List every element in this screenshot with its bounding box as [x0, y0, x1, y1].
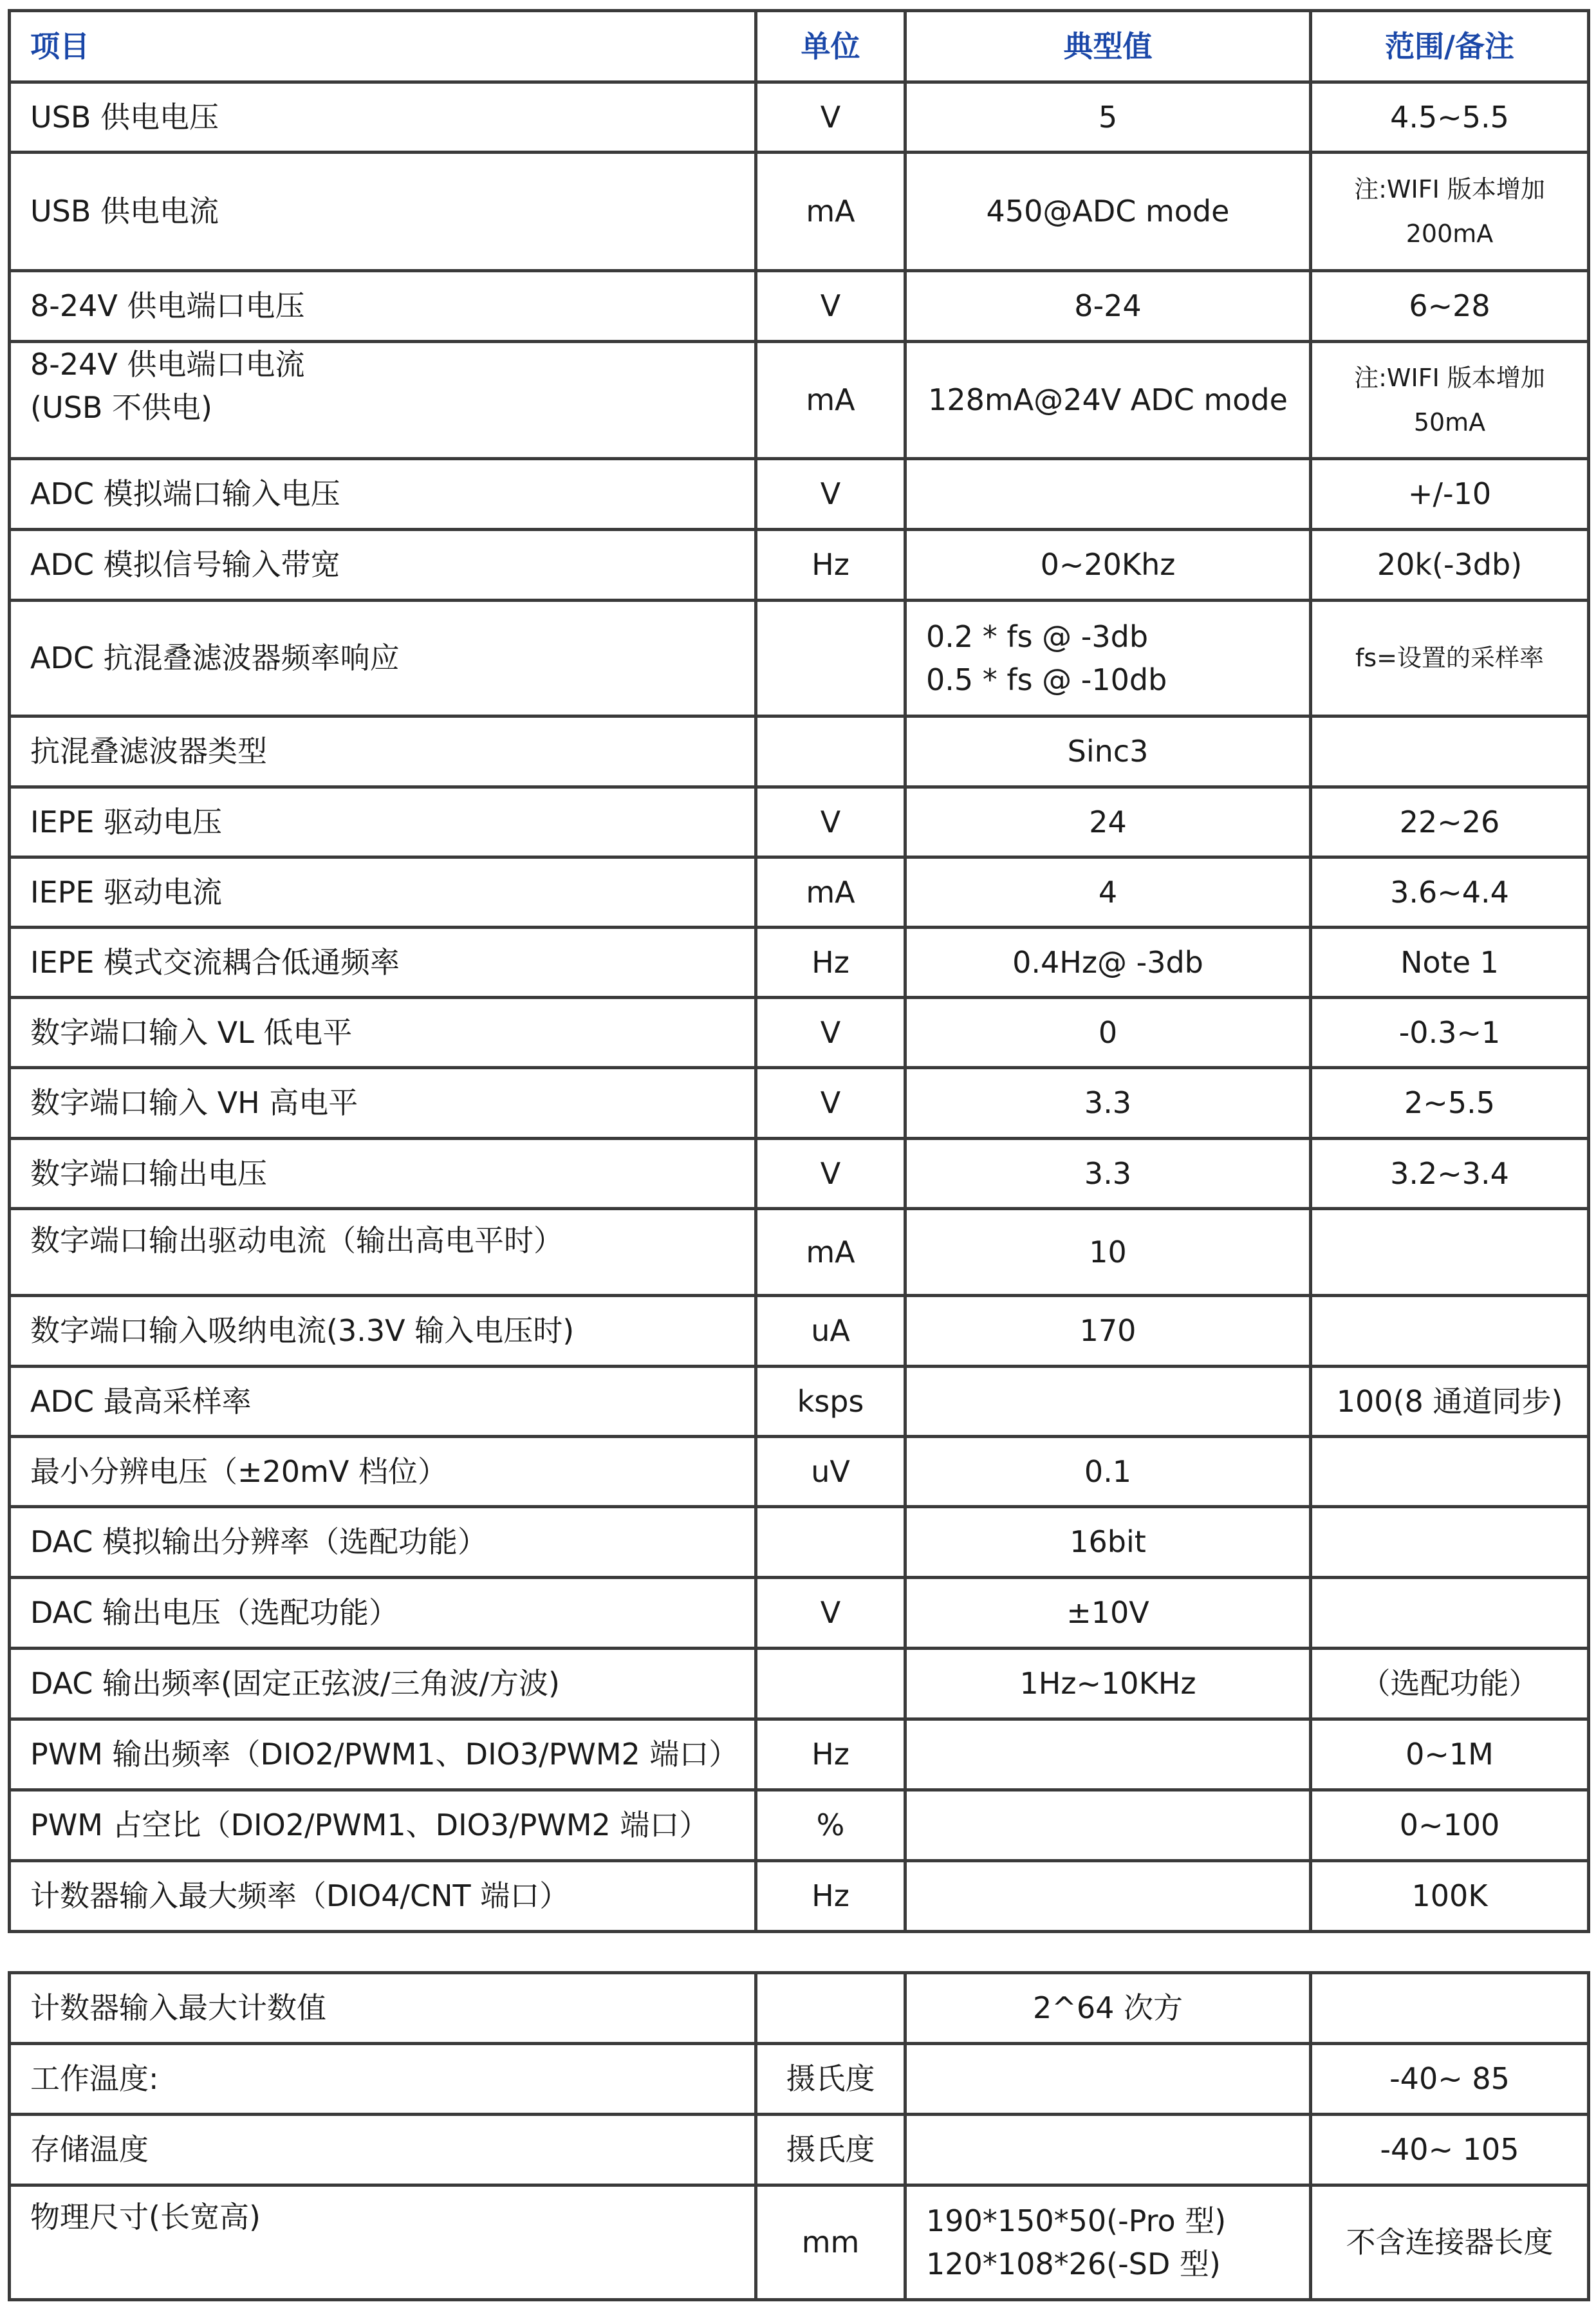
cell-range: 20k(-3db) [1311, 530, 1589, 601]
cell-unit: mA [756, 857, 905, 928]
cell-typical: 16bit [905, 1507, 1311, 1578]
cell-typical: 3.3 [905, 1068, 1311, 1139]
table-row [10, 459, 1589, 530]
table-row [10, 1790, 1589, 1861]
cell-range: 6~28 [1311, 271, 1589, 342]
cell-unit: mA [756, 342, 905, 459]
cell-typical: 3.3 [905, 1139, 1311, 1209]
cell-unit: 摄氏度 [756, 2044, 905, 2115]
cell-unit: uA [756, 1296, 905, 1367]
cell-typical: Sinc3 [905, 716, 1311, 787]
cell-range [1311, 153, 1589, 271]
cell-typical [905, 2044, 1311, 2115]
cell-line: 注:WIFI 版本增加 [1354, 364, 1545, 393]
table-row [10, 342, 1589, 459]
cell-line: 50mA [1413, 407, 1486, 436]
cell-unit: mm [756, 2185, 905, 2300]
cell-unit: V [756, 1068, 905, 1139]
table-row [10, 1973, 1589, 2044]
table-row [10, 857, 1589, 928]
table-header-row [10, 11, 1589, 82]
cell-unit: uV [756, 1437, 905, 1507]
table-row [10, 1719, 1589, 1790]
cell-range: Note 1 [1311, 928, 1589, 998]
cell-item: 计数器输入最大频率（DIO4/CNT 端口） [10, 1861, 756, 1932]
cell-item: ADC 抗混叠滤波器频率响应 [10, 601, 756, 716]
cell-item: DAC 模拟输出分辨率（选配功能） [10, 1507, 756, 1578]
cell-unit [756, 601, 905, 716]
cell-range: 100K [1311, 1861, 1589, 1932]
cell-unit: V [756, 1139, 905, 1209]
cell-item: 数字端口输入吸纳电流(3.3V 输入电压时) [10, 1296, 756, 1367]
cell-range: 不含连接器长度 [1311, 2185, 1589, 2300]
table-row [10, 1068, 1589, 1139]
cell-item: 抗混叠滤波器类型 [10, 716, 756, 787]
cell-typical: 450@ADC mode [905, 153, 1311, 271]
cell-typical [905, 2115, 1311, 2185]
cell-item: USB 供电电流 [10, 153, 756, 271]
cell-unit: Hz [756, 928, 905, 998]
header-range: 范围/备注 [1311, 11, 1589, 82]
header-unit: 单位 [756, 11, 905, 82]
cell-item: DAC 输出频率(固定正弦波/三角波/方波) [10, 1649, 756, 1719]
cell-item: ADC 模拟端口输入电压 [10, 459, 756, 530]
cell-item: 工作温度: [10, 2044, 756, 2115]
cell-unit: mA [756, 153, 905, 271]
table-row [10, 928, 1589, 998]
table-row [10, 601, 1589, 716]
cell-unit: V [756, 1578, 905, 1649]
cell-typical [905, 1790, 1311, 1861]
cell-typical: 5 [905, 82, 1311, 153]
cell-unit: V [756, 787, 905, 857]
cell-line: 0.2 * fs @ -3db [926, 619, 1149, 654]
cell-range [1311, 1973, 1589, 2044]
cell-item: 最小分辨电压（±20mV 档位） [10, 1437, 756, 1507]
cell-item: IEPE 驱动电流 [10, 857, 756, 928]
cell-item: 数字端口输入 VH 高电平 [10, 1068, 756, 1139]
cell-unit [756, 1507, 905, 1578]
cell-item: DAC 输出电压（选配功能） [10, 1578, 756, 1649]
cell-unit: Hz [756, 1861, 905, 1932]
cell-item: 数字端口输出电压 [10, 1139, 756, 1209]
table-row [10, 1139, 1589, 1209]
cell-item: PWM 占空比（DIO2/PWM1、DIO3/PWM2 端口） [10, 1790, 756, 1861]
table-row [10, 271, 1589, 342]
cell-range [1311, 1578, 1589, 1649]
cell-item: 存储温度 [10, 2115, 756, 2185]
table-row [10, 2185, 1589, 2300]
cell-range [1311, 1437, 1589, 1507]
cell-line: 8-24V 供电端口电流 [30, 347, 305, 382]
cell-item: USB 供电电压 [10, 82, 756, 153]
header-typical: 典型值 [905, 11, 1311, 82]
spec-table [8, 9, 1590, 1933]
cell-typical [905, 2185, 1311, 2300]
cell-line: 190*150*50(-Pro 型) [926, 2203, 1227, 2238]
cell-unit: % [756, 1790, 905, 1861]
table-row [10, 153, 1589, 271]
cell-range: -40~ 105 [1311, 2115, 1589, 2185]
table-row [10, 716, 1589, 787]
cell-item: PWM 输出频率（DIO2/PWM1、DIO3/PWM2 端口） [10, 1719, 756, 1790]
cell-unit: V [756, 459, 905, 530]
cell-typical: 10 [905, 1209, 1311, 1296]
cell-range: -40~ 85 [1311, 2044, 1589, 2115]
table-row [10, 82, 1589, 153]
table-row [10, 2044, 1589, 2115]
table-row [10, 1437, 1589, 1507]
cell-line: 200mA [1406, 219, 1494, 248]
cell-typical: 0.4Hz@ -3db [905, 928, 1311, 998]
cell-item: ADC 最高采样率 [10, 1367, 756, 1437]
cell-unit: V [756, 271, 905, 342]
cell-typical: 0 [905, 998, 1311, 1068]
cell-range: 0~1M [1311, 1719, 1589, 1790]
cell-range: -0.3~1 [1311, 998, 1589, 1068]
cell-typical [905, 1861, 1311, 1932]
cell-range: 4.5~5.5 [1311, 82, 1589, 153]
cell-typical [905, 459, 1311, 530]
table-row [10, 1578, 1589, 1649]
cell-typical: 0.1 [905, 1437, 1311, 1507]
table-row [10, 1507, 1589, 1578]
cell-typical: 1Hz~10KHz [905, 1649, 1311, 1719]
cell-typical [905, 601, 1311, 716]
cell-typical: ±10V [905, 1578, 1311, 1649]
cell-range: +/-10 [1311, 459, 1589, 530]
cell-line: 注:WIFI 版本增加 [1354, 175, 1545, 204]
table-row [10, 1649, 1589, 1719]
cell-item: 8-24V 供电端口电压 [10, 271, 756, 342]
cell-unit [756, 716, 905, 787]
cell-typical [905, 1367, 1311, 1437]
cell-range: 22~26 [1311, 787, 1589, 857]
cell-range [1311, 1507, 1589, 1578]
cell-typical: 170 [905, 1296, 1311, 1367]
cell-unit [756, 1649, 905, 1719]
cell-unit: Hz [756, 530, 905, 601]
cell-line: 0.5 * fs @ -10db [926, 662, 1167, 697]
cell-line: (USB 不供电) [30, 389, 212, 425]
table-row [10, 787, 1589, 857]
cell-item: IEPE 驱动电压 [10, 787, 756, 857]
cell-line: 120*108*26(-SD 型) [926, 2246, 1221, 2281]
table-row [10, 530, 1589, 601]
table-row [10, 2115, 1589, 2185]
cell-typical: 2^64 次方 [905, 1973, 1311, 2044]
cell-unit: ksps [756, 1367, 905, 1437]
cell-range: 3.6~4.4 [1311, 857, 1589, 928]
cell-item: 计数器输入最大计数值 [10, 1973, 756, 2044]
cell-range: （选配功能） [1311, 1649, 1589, 1719]
cell-unit [756, 1973, 905, 2044]
cell-typical [905, 1719, 1311, 1790]
cell-range [1311, 1296, 1589, 1367]
cell-unit: 摄氏度 [756, 2115, 905, 2185]
header-item: 项目 [10, 11, 756, 82]
cell-range: 3.2~3.4 [1311, 1139, 1589, 1209]
cell-unit: mA [756, 1209, 905, 1296]
cell-typical: 4 [905, 857, 1311, 928]
cell-typical: 0~20Khz [905, 530, 1311, 601]
cell-unit: V [756, 998, 905, 1068]
cell-range: 0~100 [1311, 1790, 1589, 1861]
cell-item: IEPE 模式交流耦合低通频率 [10, 928, 756, 998]
spec-table-continued [8, 1971, 1590, 2301]
cell-typical: 8-24 [905, 271, 1311, 342]
cell-item: 物理尺寸(长宽高) [10, 2185, 756, 2300]
table-row [10, 1209, 1589, 1296]
cell-range [1311, 716, 1589, 787]
cell-item [10, 342, 756, 459]
cell-unit: Hz [756, 1719, 905, 1790]
cell-item: 数字端口输入 VL 低电平 [10, 998, 756, 1068]
cell-range: 2~5.5 [1311, 1068, 1589, 1139]
cell-range: fs=设置的采样率 [1311, 601, 1589, 716]
cell-unit: V [756, 82, 905, 153]
cell-item: ADC 模拟信号输入带宽 [10, 530, 756, 601]
table-row [10, 1296, 1589, 1367]
table-row [10, 998, 1589, 1068]
cell-range [1311, 342, 1589, 459]
cell-item: 数字端口输出驱动电流（输出高电平时） [10, 1209, 756, 1296]
table-row [10, 1367, 1589, 1437]
cell-typical: 24 [905, 787, 1311, 857]
cell-range [1311, 1209, 1589, 1296]
table-row [10, 1861, 1589, 1932]
cell-range: 100(8 通道同步) [1311, 1367, 1589, 1437]
cell-typical: 128mA@24V ADC mode [905, 342, 1311, 459]
